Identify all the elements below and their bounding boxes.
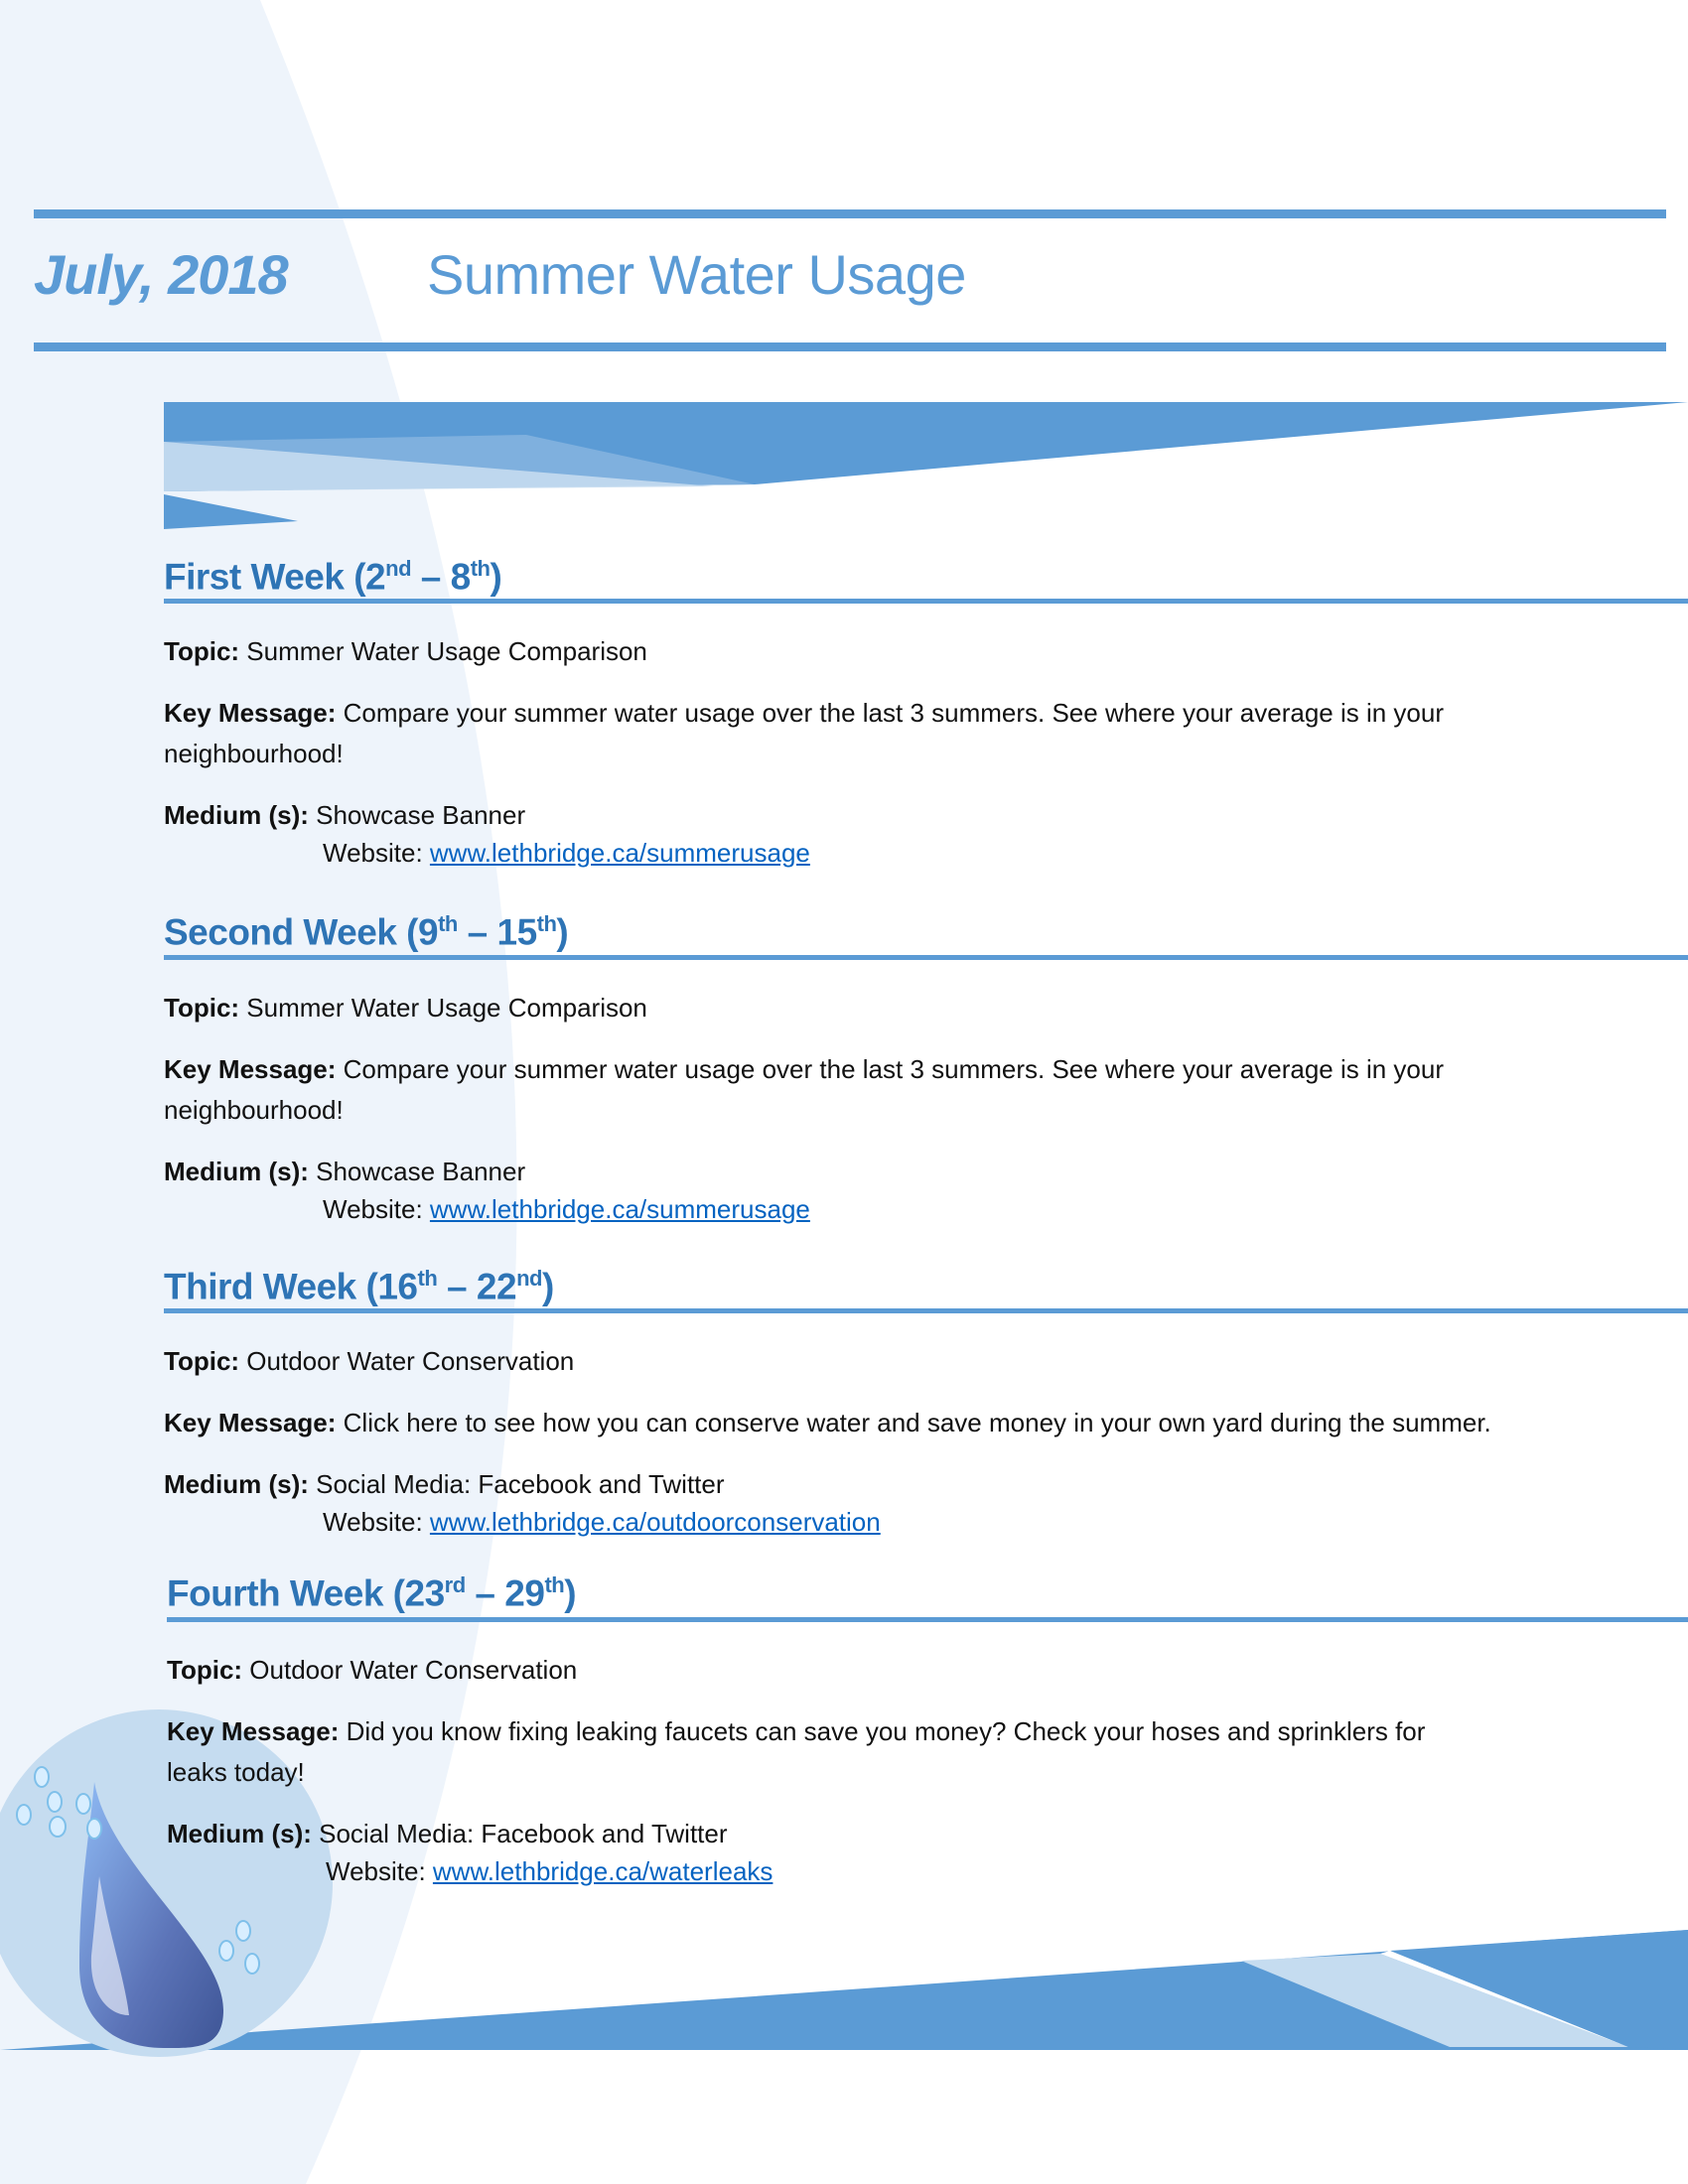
key-message-value: Did you know fixing leaking faucets can save you money? Check your hoses and sprinklers for	[339, 1716, 1426, 1746]
website-label: Website:	[323, 1507, 430, 1537]
newsletter-date: July, 2018	[34, 243, 288, 306]
topic-label: Topic:	[164, 993, 240, 1023]
website-link[interactable]: www.lethbridge.ca/summerusage	[429, 1194, 810, 1224]
medium-line	[167, 1819, 728, 1849]
website-link[interactable]: www.lethbridge.ca/waterleaks	[432, 1856, 774, 1886]
start-day-suffix: th	[438, 911, 458, 936]
dash: –	[437, 1266, 477, 1307]
week-rule	[167, 1617, 1688, 1622]
key-message-label: Key Message:	[164, 1408, 337, 1437]
topic-value: Summer Water Usage Comparison	[239, 993, 647, 1023]
topic-line	[164, 636, 647, 667]
week-rule	[164, 599, 1688, 604]
topic-value: Outdoor Water Conservation	[242, 1655, 578, 1685]
key-message-continued: neighbourhood!	[164, 1095, 344, 1125]
heading-close: )	[541, 1266, 554, 1307]
key-message-label: Key Message:	[164, 1054, 337, 1084]
medium-label: Medium (s):	[164, 1157, 309, 1186]
end-day-suffix: th	[536, 911, 557, 936]
website-line	[323, 1507, 881, 1538]
key-message-line	[164, 698, 1444, 729]
start-day: 16	[377, 1266, 418, 1307]
start-day: 23	[404, 1572, 445, 1614]
website-label: Website:	[323, 1194, 430, 1224]
key-message-continued: leaks today!	[167, 1757, 305, 1787]
dash: –	[411, 556, 451, 598]
website-label: Website:	[326, 1856, 433, 1886]
website-line	[323, 838, 810, 869]
key-message-value: Click here to see how you can conserve water and save money in your own yard during the summer.	[336, 1408, 1491, 1437]
week-heading	[164, 556, 501, 598]
website-link[interactable]: www.lethbridge.ca/outdoorconservation	[429, 1507, 881, 1537]
medium-value: Showcase Banner	[308, 1157, 526, 1186]
start-day-suffix: th	[417, 1266, 438, 1291]
end-day: 29	[504, 1572, 545, 1614]
end-day: 8	[450, 556, 471, 598]
start-day-suffix: nd	[385, 556, 412, 581]
medium-line	[164, 800, 525, 831]
week-heading-name: Fourth Week (	[167, 1572, 405, 1614]
medium-value: Social Media: Facebook and Twitter	[311, 1819, 728, 1848]
start-day: 2	[365, 556, 386, 598]
end-day-suffix: th	[470, 556, 491, 581]
medium-label: Medium (s):	[164, 1469, 309, 1499]
key-message-line	[167, 1716, 1425, 1747]
dash: –	[465, 1572, 505, 1614]
key-message-value: Compare your summer water usage over the last 3 summers. See where your average is in your	[336, 698, 1445, 728]
topic-value: Summer Water Usage Comparison	[239, 636, 647, 666]
header-top-rule	[34, 209, 1666, 218]
key-message-value: Compare your summer water usage over the last 3 summers. See where your average is in your	[336, 1054, 1445, 1084]
topic-value: Outdoor Water Conservation	[239, 1346, 575, 1376]
end-day: 22	[476, 1266, 517, 1307]
topic-line	[164, 1346, 574, 1377]
topic-label: Topic:	[167, 1655, 243, 1685]
website-line	[323, 1194, 810, 1225]
medium-line	[164, 1469, 725, 1500]
dash: –	[457, 911, 497, 953]
week-heading-name: First Week (	[164, 556, 366, 598]
key-message-line	[164, 1054, 1444, 1085]
medium-label: Medium (s):	[167, 1819, 312, 1848]
website-label: Website:	[323, 838, 430, 868]
week-heading	[164, 911, 568, 953]
end-day-suffix: nd	[516, 1266, 542, 1291]
key-message-continued: neighbourhood!	[164, 739, 344, 768]
medium-label: Medium (s):	[164, 800, 309, 830]
end-day-suffix: th	[544, 1572, 565, 1597]
start-day: 9	[418, 911, 439, 953]
website-line	[326, 1856, 773, 1887]
key-message-line	[164, 1408, 1491, 1438]
medium-line	[164, 1157, 525, 1187]
header-bottom-rule	[34, 342, 1666, 351]
week-heading-name: Second Week (	[164, 911, 419, 953]
page-title: Summer Water Usage	[427, 243, 966, 306]
topic-line	[167, 1655, 577, 1686]
key-message-label: Key Message:	[164, 698, 337, 728]
heading-close: )	[564, 1572, 577, 1614]
heading-close: )	[556, 911, 569, 953]
week-heading	[164, 1266, 554, 1307]
key-message-label: Key Message:	[167, 1716, 340, 1746]
topic-line	[164, 993, 647, 1024]
medium-value: Social Media: Facebook and Twitter	[308, 1469, 725, 1499]
end-day: 15	[496, 911, 537, 953]
start-day-suffix: rd	[444, 1572, 466, 1597]
medium-value: Showcase Banner	[308, 800, 526, 830]
website-link[interactable]: www.lethbridge.ca/summerusage	[429, 838, 810, 868]
topic-label: Topic:	[164, 636, 240, 666]
week-rule	[164, 955, 1688, 960]
heading-close: )	[490, 556, 502, 598]
week-rule	[164, 1308, 1688, 1313]
week-heading-name: Third Week (	[164, 1266, 378, 1307]
week-heading	[167, 1572, 576, 1614]
topic-label: Topic:	[164, 1346, 240, 1376]
